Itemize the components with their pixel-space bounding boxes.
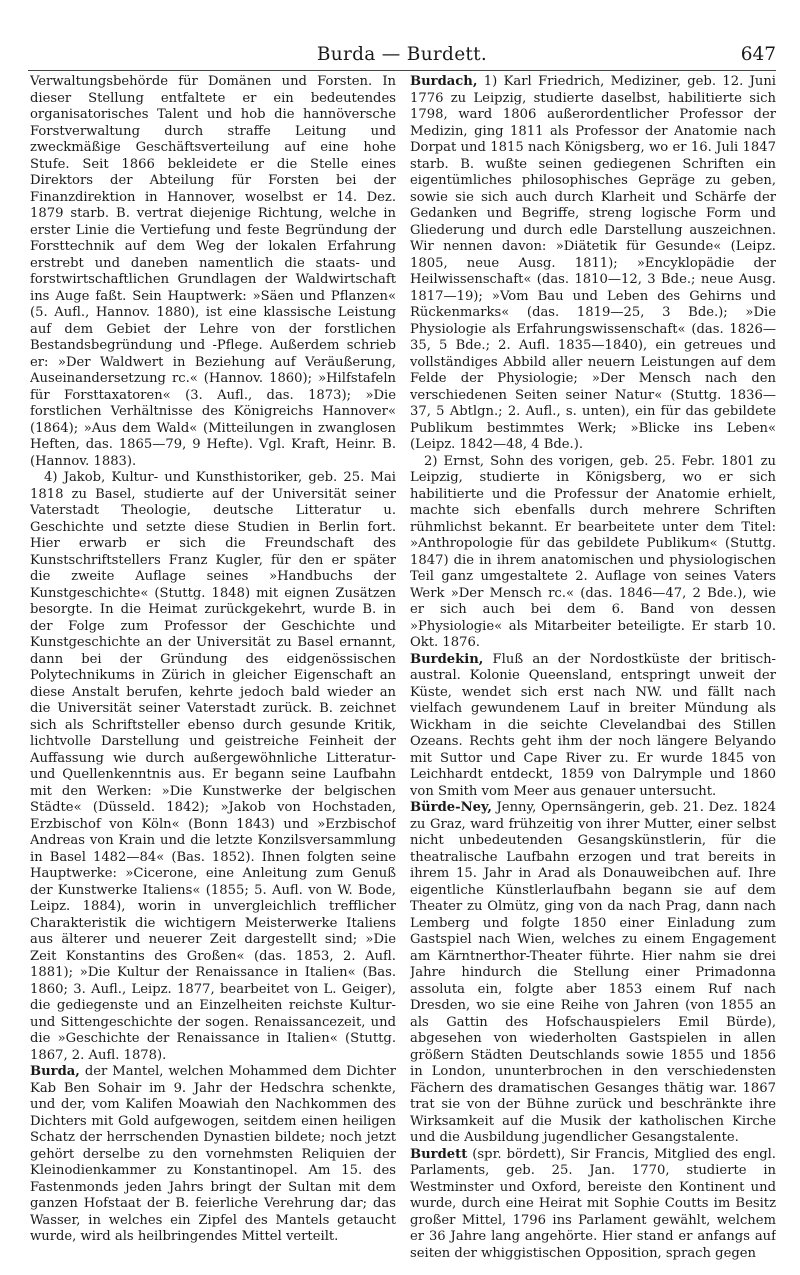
entry-text: 1) Karl Friedrich, Mediziner, geb. 12. Juni 1776 zu Leipzig, studierte daselbst, habilitierte sich 1798, ward 1806 außerordentlicher Professor der Medizin, ging 1811 als Professor der Anatomie nach Dorpat und 1815 nach Königsberg, wo er 16. Juli 1847 starb. B. wußte seinen gediegenen Schriften ein eigentümliches philosophisches Gepräge zu geben, sowie sie sich auch durch Klarheit und Schärfe der Gedanken und Begriffe, streng logische Form und Gliederung und durch edle Darstellung auszeichnen. Wir nennen davon: »Diätetik für Gesunde« (Leipz. 1805, neue Ausg. 1811); »Encyklopädie der Heilwissenschaft« (das. 1810—12, 3 Bde.; neue Ausg. 1817—19); »Vom Bau und Leben des Gehirns und Rückenmarks« (das. 1819—25, 3 Bde.); »Die Physiologie als Erfahrungswissenschaft« (das. 1826—35, 5 Bde.; 2. Aufl. 1835—1840), ein getreues und vollständiges Abbild aller neuern Leistungen auf dem Felde der Physiologie; »Der Mensch nach den verschiedenen Seiten seiner Natur« (Stuttg. 1836—37, 5 Abtlgn.; 2. Aufl., s. unten), ein für das gebildete Publikum bestimmtes Werk; »Blicke ins Leben« (Leipz. 1842—48, 4 Bde.). (410, 74, 776, 452)
entry-text: Fluß an der Nordostküste der britisch-austral. Kolonie Queensland, entspringt unweit der Küste, wendet sich erst nach NW. und fällt nach vielfach gewundenem Lauf in breiter Mündung als Wickham in die seichte Clevelandbai des Stillen Ozeans. Rechts geht ihm der noch längere Belyando mit Suttor und Cape River zu. Er wurde 1845 von Leichhardt entdeckt, 1859 von Dalrymple und 1860 von Smith vom Meer aus genauer untersucht. (410, 651, 776, 799)
entry-headword: Burda, (30, 1064, 80, 1079)
entry-text: Jenny, Opernsängerin, geb. 21. Dez. 1824 zu Graz, ward frühzeitig von ihrer Mutter, einer selbst nicht unbedeutenden Gesangskünstlerin, für die theatralische Laufbahn erzogen und trat bereits in ihrem 15. Jahr in Arad als Donauweibchen auf. Ihre eigentliche Künstlerlaufbahn begann sie auf dem Theater zu Olmütz, ging von da nach Prag, dann nach Lemberg und folgte 1850 einer Einladung zum Gastspiel nach Wien, welches zu einem Engagement am Kärntnerthor-Theater führte. Hier nahm sie drei Jahre hindurch die Stellung einer Primadonna assoluta ein, folgte aber 1853 einem Ruf nach Dresden, wo sie eine Reihe von Jahren (von 1855 an als Gattin des Hofschauspielers Emil Bürde), abgesehen von wiederholten Gastspielen in allen größern Städten Deutschlands sowie 1855 und 1856 in London, ununterbrochen in den verschiedensten Fächern des dramatischen Gesanges thätig war. 1867 trat sie von der Bühne zurück und beschränkte ihre Wirksamkeit auf die Musik der katholischen Kirche und die Ausbildung jugendlicher Gesangstalente. (410, 800, 776, 1145)
entry-burdach (410, 74, 776, 454)
entry-burdett (410, 1147, 776, 1263)
header-rule (28, 70, 776, 71)
entry-burchardt-continued (30, 74, 396, 470)
running-head: Burda — Burdett. (316, 44, 488, 65)
entry-text: (spr. bördett), Sir Francis, Mitglied des engl. Parlaments, geb. 25. Jan. 1770, studierte in Westminster und Oxford, bereiste den Kontinent und wurde, durch eine Heirat mit Sophie Coutts im Besitz großer Mittel, 1796 ins Parlament gewählt, welchem er 36 Jahre lang angehörte. Hier stand er anfangs auf seiten der whiggistischen Opposition, sprach gegen (410, 1146, 776, 1261)
left-column (30, 74, 396, 1264)
entry-burdach-ernst (410, 454, 776, 652)
entry-text: der Mantel, welchen Mohammed dem Dichter Kab Ben Sohair im 9. Jahr der Hedschra schenkte, und der, vom Kalifen Moawiah den Nachkommen des Dichters mit Gold aufgewogen, seitdem einen heiligen Schatz der herrschenden Dynastien bildete; noch jetzt gehört derselbe zu den vornehmsten Reliquien der Kleinodienkammer zu Konstantinopel. Am 15. des Fastenmonds jeden Jahrs bringt der Sultan mit dem ganzen Hofstaat der B. feierliche Verehrung dar; das Wasser, in welches ein Zipfel des Mantels getaucht wurde, wird als heilbringendes Mittel verteilt. (30, 1064, 396, 1244)
page-number: 647 (740, 44, 776, 65)
entry-text: 2) Ernst, Sohn des vorigen, geb. 25. Febr. 1801 zu Leipzig, studierte in Königsberg, wo er sich habilitierte und die Professur der Anatomie erhielt, machte sich ebenfalls durch mehrere Schriften rühmlichst bekannt. Er bearbeitete unter dem Titel: »Anthropologie für das gebildete Publikum« (Stuttg. 1847) die in ihrem anatomischen und physiologischen Teil ganz umgestaltete 2. Auflage von seines Vaters Werk »Der Mensch rc.« (das. 1846—47, 2 Bde.), wie er sich auch bei dem 6. Band von dessen »Physiologie« als Mitarbeiter beteiligte. Er starb 10. Okt. 1876. (410, 453, 776, 650)
entry-burda (30, 1064, 396, 1246)
entry-headword: Burdekin, (410, 651, 484, 667)
entry-headword: Burdach, (410, 74, 478, 89)
entry-text: Verwaltungsbehörde für Domänen und Forsten. In dieser Stellung entfaltete er ein bedeutendes organisatorisches Talent und hob die hannöversche Forstverwaltung durch straffe Leitung und zweckmäßige Geschäftsverteilung auf eine hohe Stufe. Seit 1866 bekleidete er die Stelle eines Direktors der Abteilung für Forsten bei der Finanzdirektion in Hannover, woselbst er 14. Dez. 1879 starb. B. vertrat diejenige Richtung, welche in erster Linie die Vertiefung und feste Begründung der Forsttechnik auf dem Weg der lokalen Erfahrung erstrebt und daneben namentlich die staats- und forstwirtschaftlichen Grundlagen der Waldwirtschaft ins Auge faßt. Sein Hauptwerk: »Säen und Pflanzen« (5. Aufl., Hannov. 1880), ist eine klassische Leistung auf dem Gebiet der Lehre von der forstlichen Bestandsbegründung und -Pflege. Außerdem schrieb er: »Der Waldwert in Beziehung auf Veräußerung, Auseinandersetzung rc.« (Hannov. 1860); »Hilfstafeln für Forsttaxatoren« (3. Aufl., das. 1873); »Die forstlichen Verhältnisse des Königreichs Hannover« (1864); »Aus dem Wald« (Mitteilungen in zwanglosen Heften, das. 1865—79, 9 Hefte). Vgl. Kraft, Heinr. B. (Hannov. 1883). (30, 74, 396, 469)
right-column (410, 74, 776, 1264)
entry-burdekin (410, 652, 776, 801)
entry-headword: Burdett (410, 1146, 468, 1162)
page-header (28, 44, 776, 68)
entry-burckhardt-jakob (30, 470, 396, 1064)
entry-text: 4) Jakob, Kultur- und Kunsthistoriker, geb. 25. Mai 1818 zu Basel, studierte auf der Universität seiner Vaterstadt Theologie, deutsche Litteratur u. Geschichte und setzte diese Studien in Berlin fort. Hier erwarb er sich die Freundschaft des Kunstschriftstellers Franz Kugler, für den er später die zweite Auflage seines »Handbuchs der Kunstgeschichte« (Stuttg. 1848) mit eignen Zusätzen besorgte. In die Heimat zurückgekehrt, wurde B. in der Folge zum Professor der Geschichte und Kunstgeschichte an der Universität zu Basel ernannt, dann bei der Gründung des eidgenössischen Polytechnikums in Zürich in gleicher Eigenschaft an diese Anstalt berufen, kehrte jedoch bald wieder an die Universität seiner Vaterstadt zurück. B. zeichnet sich als Schriftsteller ebenso durch gesunde Kritik, lichtvolle Darstellung und geistreiche Feinheit der Auffassung wie durch außergewöhnliche Litteratur- und Quellenkenntnis aus. Er begann seine Laufbahn mit den Werken: »Die Kunstwerke der belgischen Städte« (Düsseld. 1842); »Jakob von Hochstaden, Erzbischof von Köln« (Bonn 1843) und »Erzbischof Andreas von Krain und die letzte Konzilsversammlung in Basel 1482—84« (Bas. 1852). Ihnen folgten seine Hauptwerke: »Cicerone, eine Anleitung zum Genuß der Kunstwerke Italiens« (1855; 5. Aufl. von W. Bode, Leipz. 1884), worin in unvergleichlich trefflicher Charakteristik die wichtigern Meisterwerke Italiens aus älterer und neuerer Zeit dargestellt sind; »Die Zeit Konstantins des Großen« (das. 1853, 2. Aufl. 1881); »Die Kultur der Renaissance in Italien« (Bas. 1860; 3. Aufl., Leipz. 1877, bearbeitet von L. Geiger), die gediegenste und an Einzelheiten reichste Kultur- und Sittengeschichte der sogen. Renaissancezeit, und die »Geschichte der Renaissance in Italien« (Stuttg. 1867, 2. Aufl. 1878). (30, 470, 396, 1063)
entry-headword: Bürde-Ney, (410, 800, 492, 815)
entry-buerde-ney (410, 800, 776, 1147)
